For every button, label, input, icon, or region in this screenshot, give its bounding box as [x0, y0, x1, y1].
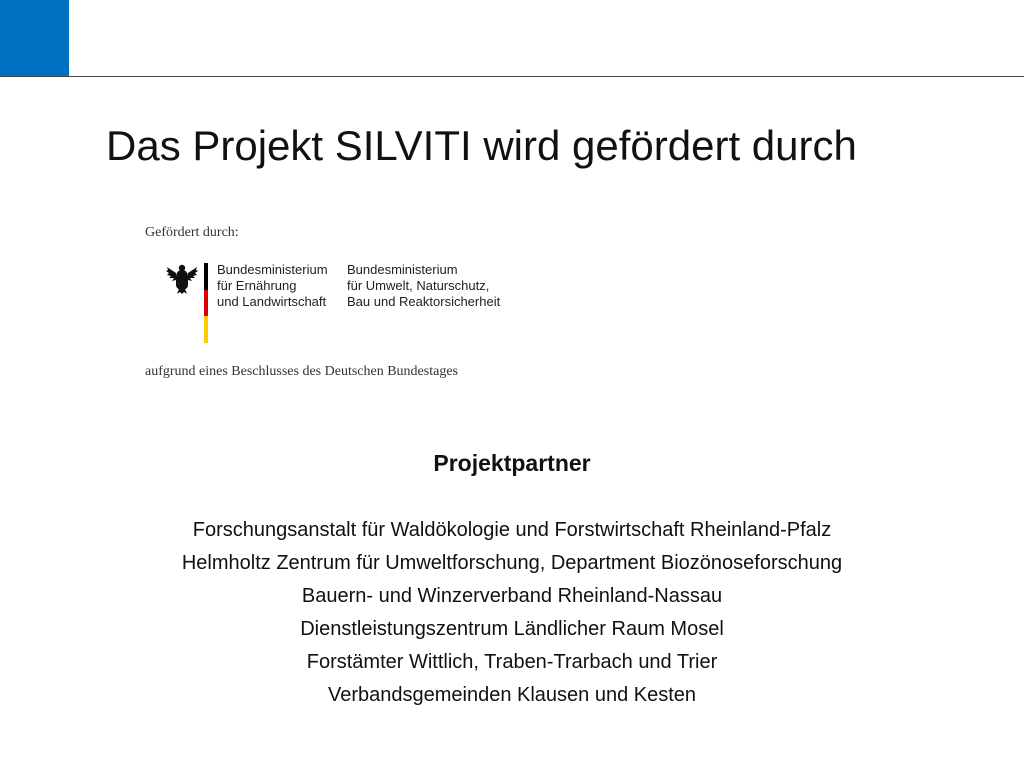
- partners-heading: Projektpartner: [433, 450, 591, 476]
- funding-logo: [140, 218, 520, 388]
- flag-stripe-black: [204, 263, 208, 290]
- ministry-agriculture-line-1: Bundesministerium: [217, 262, 328, 277]
- ministry-environment-line-3: Bau und Reaktorsicherheit: [347, 294, 501, 309]
- partner-item: Helmholtz Zentrum für Umweltforschung, Department Biozönoseforschung: [181, 552, 843, 574]
- partner-item: Forstämter Wittlich, Traben-Trarbach und Trier: [306, 651, 718, 673]
- flag-stripe-red: [204, 290, 208, 317]
- partner-item: Forschungsanstalt für Waldökologie und Forstwirtschaft Rheinland-Pfalz: [192, 519, 832, 541]
- ministry-agriculture-line-2: für Ernährung: [217, 278, 297, 293]
- ministry-environment-line-1: Bundesministerium: [347, 262, 458, 277]
- ministry-agriculture: [217, 262, 328, 310]
- partner-item: Verbandsgemeinden Klausen und Kesten: [327, 684, 697, 706]
- funding-caption: Gefördert durch:: [145, 225, 239, 240]
- partner-item: Bauern- und Winzerverband Rheinland-Nassau: [301, 585, 723, 607]
- flag-stripe-gold: [204, 316, 208, 343]
- ministry-agriculture-line-3: und Landwirtschaft: [217, 294, 327, 309]
- slide-title: Das Projekt SILVITI wird gefördert durch: [106, 122, 857, 169]
- german-flag-bar: [204, 263, 208, 343]
- partner-item: Dienstleistungszentrum Ländlicher Raum Mosel: [300, 618, 724, 640]
- funding-footnote: aufgrund eines Beschlusses des Deutschen Bundestages: [145, 364, 458, 379]
- header-divider: [0, 76, 1024, 77]
- federal-eagle-icon: [165, 261, 199, 295]
- partners-list: [0, 514, 1024, 712]
- ministry-environment-line-2: für Umwelt, Naturschutz,: [347, 278, 490, 293]
- corner-accent-block: [0, 0, 69, 77]
- ministry-environment: [347, 262, 500, 310]
